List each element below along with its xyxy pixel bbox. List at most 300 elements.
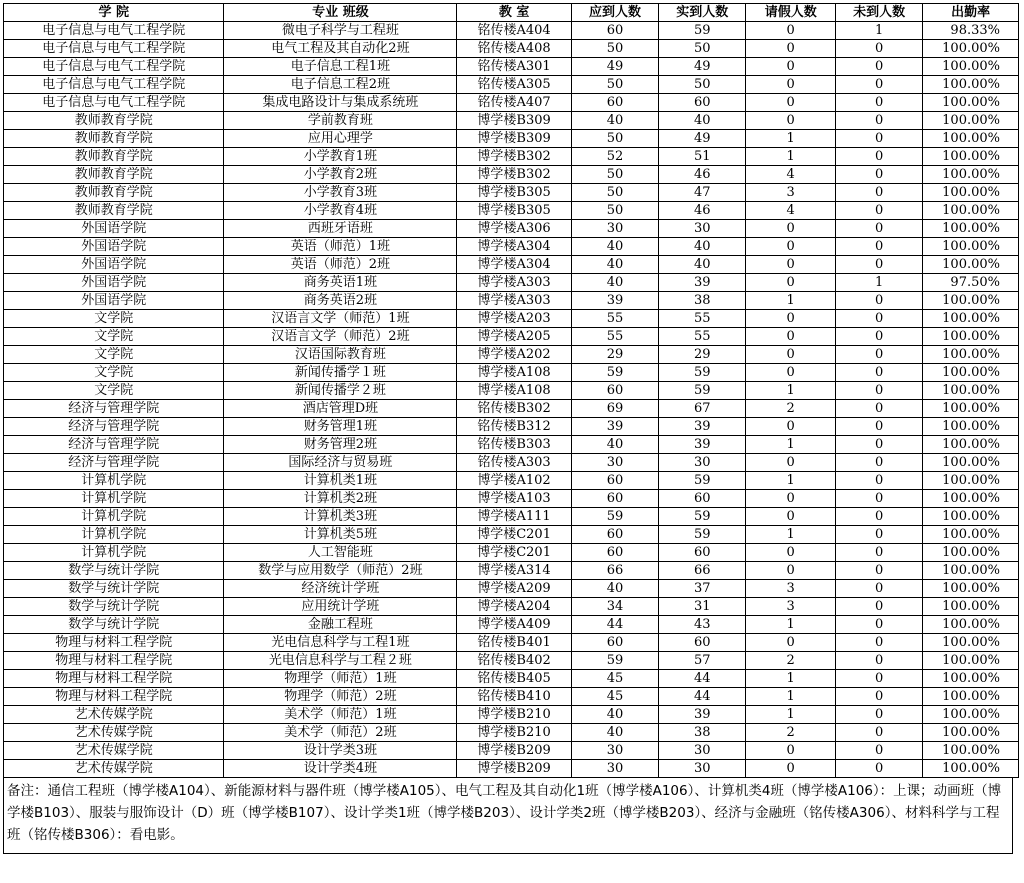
expected-cell: 60 [571,634,658,652]
expected-cell: 30 [571,742,658,760]
classroom-cell: 博学楼B309 [457,130,571,148]
table-row [4,562,1019,580]
leave-cell: 0 [746,742,835,760]
absent-cell: 0 [835,364,922,382]
classroom-cell: 博学楼B309 [457,112,571,130]
expected-cell: 60 [571,94,658,112]
leave-cell: 0 [746,634,835,652]
table-row [4,292,1019,310]
major-class-cell: 国际经济与贸易班 [224,454,457,472]
leave-cell: 0 [746,310,835,328]
rate-cell: 100.00% [923,220,1019,238]
major-class-cell: 商务英语1班 [224,274,457,292]
absent-cell: 0 [835,148,922,166]
absent-cell: 0 [835,310,922,328]
college-cell: 物理与材料工程学院 [4,634,224,652]
expected-cell: 40 [571,112,658,130]
major-class-cell: 英语（师范）1班 [224,238,457,256]
expected-cell: 30 [571,454,658,472]
leave-cell: 1 [746,526,835,544]
rate-cell: 100.00% [923,706,1019,724]
present-cell: 67 [659,400,746,418]
absent-cell: 1 [835,22,922,40]
header-expected: 应到人数 [571,4,658,22]
absent-cell: 0 [835,688,922,706]
leave-cell: 3 [746,598,835,616]
classroom-cell: 铭传楼A303 [457,454,571,472]
rate-cell: 100.00% [923,724,1019,742]
rate-cell: 100.00% [923,238,1019,256]
absent-cell: 0 [835,76,922,94]
major-class-cell: 物理学（师范）2班 [224,688,457,706]
classroom-cell: 博学楼B209 [457,742,571,760]
absent-cell: 0 [835,760,922,778]
absent-cell: 0 [835,58,922,76]
leave-cell: 1 [746,688,835,706]
college-cell: 外国语学院 [4,238,224,256]
table-row [4,634,1019,652]
classroom-cell: 铭传楼B401 [457,634,571,652]
classroom-cell: 博学楼A409 [457,616,571,634]
present-cell: 51 [659,148,746,166]
college-cell: 文学院 [4,310,224,328]
classroom-cell: 博学楼A103 [457,490,571,508]
table-row [4,58,1019,76]
table-row [4,544,1019,562]
absent-cell: 0 [835,544,922,562]
rate-cell: 100.00% [923,454,1019,472]
expected-cell: 40 [571,256,658,274]
absent-cell: 0 [835,400,922,418]
college-cell: 文学院 [4,382,224,400]
table-row [4,688,1019,706]
present-cell: 47 [659,184,746,202]
leave-cell: 2 [746,652,835,670]
table-row [4,256,1019,274]
absent-cell: 0 [835,634,922,652]
absent-cell: 0 [835,472,922,490]
table-row [4,526,1019,544]
classroom-cell: 铭传楼A305 [457,76,571,94]
leave-cell: 3 [746,184,835,202]
table-row [4,490,1019,508]
rate-cell: 100.00% [923,562,1019,580]
leave-cell: 0 [746,112,835,130]
major-class-cell: 计算机类3班 [224,508,457,526]
major-class-cell: 小学教育1班 [224,148,457,166]
college-cell: 物理与材料工程学院 [4,652,224,670]
present-cell: 59 [659,526,746,544]
rate-cell: 100.00% [923,508,1019,526]
present-cell: 60 [659,490,746,508]
rate-cell: 100.00% [923,94,1019,112]
leave-cell: 0 [746,364,835,382]
college-cell: 教师教育学院 [4,202,224,220]
absent-cell: 0 [835,652,922,670]
major-class-cell: 电子信息工程2班 [224,76,457,94]
present-cell: 59 [659,472,746,490]
expected-cell: 40 [571,274,658,292]
present-cell: 40 [659,112,746,130]
leave-cell: 1 [746,436,835,454]
expected-cell: 45 [571,688,658,706]
header-present: 实到人数 [659,4,746,22]
expected-cell: 40 [571,580,658,598]
expected-cell: 60 [571,490,658,508]
rate-cell: 100.00% [923,58,1019,76]
absent-cell: 0 [835,292,922,310]
college-cell: 物理与材料工程学院 [4,670,224,688]
classroom-cell: 博学楼A204 [457,598,571,616]
table-row [4,724,1019,742]
major-class-cell: 应用统计学班 [224,598,457,616]
classroom-cell: 铭传楼B302 [457,400,571,418]
major-class-cell: 设计学类3班 [224,742,457,760]
college-cell: 经济与管理学院 [4,400,224,418]
college-cell: 经济与管理学院 [4,418,224,436]
classroom-cell: 铭传楼B312 [457,418,571,436]
college-cell: 数学与统计学院 [4,598,224,616]
expected-cell: 50 [571,130,658,148]
classroom-cell: 铭传楼B410 [457,688,571,706]
major-class-cell: 计算机类5班 [224,526,457,544]
expected-cell: 50 [571,166,658,184]
rate-cell: 100.00% [923,634,1019,652]
major-class-cell: 数学与应用数学（师范）2班 [224,562,457,580]
leave-cell: 1 [746,148,835,166]
table-row [4,202,1019,220]
college-cell: 教师教育学院 [4,184,224,202]
present-cell: 50 [659,76,746,94]
major-class-cell: 人工智能班 [224,544,457,562]
major-class-cell: 小学教育3班 [224,184,457,202]
major-class-cell: 新闻传播学２班 [224,382,457,400]
absent-cell: 0 [835,256,922,274]
leave-cell: 0 [746,274,835,292]
table-row [4,274,1019,292]
present-cell: 59 [659,364,746,382]
table-row [4,22,1019,40]
absent-cell: 0 [835,724,922,742]
absent-cell: 0 [835,490,922,508]
leave-cell: 0 [746,454,835,472]
table-row [4,760,1019,778]
absent-cell: 0 [835,706,922,724]
major-class-cell: 小学教育4班 [224,202,457,220]
expected-cell: 60 [571,544,658,562]
college-cell: 经济与管理学院 [4,454,224,472]
rate-cell: 100.00% [923,436,1019,454]
rate-cell: 100.00% [923,112,1019,130]
leave-cell: 0 [746,58,835,76]
college-cell: 文学院 [4,328,224,346]
rate-cell: 100.00% [923,130,1019,148]
classroom-cell: 博学楼A304 [457,238,571,256]
major-class-cell: 物理学（师范）1班 [224,670,457,688]
table-row [4,166,1019,184]
absent-cell: 0 [835,130,922,148]
major-class-cell: 微电子科学与工程班 [224,22,457,40]
college-cell: 外国语学院 [4,220,224,238]
table-row [4,112,1019,130]
expected-cell: 45 [571,670,658,688]
header-college: 学 院 [4,4,224,22]
classroom-cell: 博学楼C201 [457,526,571,544]
table-row [4,148,1019,166]
major-class-cell: 计算机类1班 [224,472,457,490]
absent-cell: 0 [835,670,922,688]
leave-cell: 0 [746,328,835,346]
major-class-cell: 汉语言文学（师范）1班 [224,310,457,328]
expected-cell: 34 [571,598,658,616]
college-cell: 计算机学院 [4,544,224,562]
college-cell: 艺术传媒学院 [4,706,224,724]
present-cell: 59 [659,382,746,400]
table-row [4,130,1019,148]
expected-cell: 50 [571,202,658,220]
classroom-cell: 博学楼A203 [457,310,571,328]
college-cell: 经济与管理学院 [4,436,224,454]
table-row [4,328,1019,346]
college-cell: 教师教育学院 [4,130,224,148]
absent-cell: 1 [835,274,922,292]
present-cell: 30 [659,454,746,472]
major-class-cell: 西班牙语班 [224,220,457,238]
present-cell: 59 [659,508,746,526]
expected-cell: 40 [571,706,658,724]
table-row [4,616,1019,634]
classroom-cell: 博学楼C201 [457,544,571,562]
college-cell: 电子信息与电气工程学院 [4,22,224,40]
present-cell: 29 [659,346,746,364]
college-cell: 艺术传媒学院 [4,760,224,778]
present-cell: 60 [659,544,746,562]
rate-cell: 100.00% [923,580,1019,598]
major-class-cell: 酒店管理D班 [224,400,457,418]
college-cell: 数学与统计学院 [4,562,224,580]
classroom-cell: 博学楼B305 [457,184,571,202]
college-cell: 外国语学院 [4,256,224,274]
rate-cell: 100.00% [923,760,1019,778]
table-row [4,76,1019,94]
rate-cell: 100.00% [923,292,1019,310]
rate-cell: 100.00% [923,148,1019,166]
leave-cell: 0 [746,490,835,508]
rate-cell: 100.00% [923,364,1019,382]
present-cell: 60 [659,94,746,112]
major-class-cell: 金融工程班 [224,616,457,634]
present-cell: 49 [659,58,746,76]
table-row [4,400,1019,418]
college-cell: 艺术传媒学院 [4,724,224,742]
expected-cell: 66 [571,562,658,580]
classroom-cell: 铭传楼A404 [457,22,571,40]
rate-cell: 100.00% [923,400,1019,418]
header-major-class: 专业 班级 [224,4,457,22]
leave-cell: 2 [746,400,835,418]
table-row [4,436,1019,454]
present-cell: 44 [659,670,746,688]
expected-cell: 39 [571,292,658,310]
college-cell: 外国语学院 [4,274,224,292]
attendance-sheet [3,3,1019,854]
present-cell: 39 [659,436,746,454]
present-cell: 40 [659,238,746,256]
expected-cell: 44 [571,616,658,634]
present-cell: 31 [659,598,746,616]
leave-cell: 1 [746,706,835,724]
leave-cell: 1 [746,292,835,310]
major-class-cell: 美术学（师范）1班 [224,706,457,724]
classroom-cell: 铭传楼B303 [457,436,571,454]
rate-cell: 100.00% [923,472,1019,490]
absent-cell: 0 [835,40,922,58]
classroom-cell: 铭传楼A301 [457,58,571,76]
header-row [4,4,1019,22]
rate-cell: 100.00% [923,670,1019,688]
table-row [4,454,1019,472]
leave-cell: 0 [746,238,835,256]
absent-cell: 0 [835,562,922,580]
absent-cell: 0 [835,580,922,598]
absent-cell: 0 [835,220,922,238]
rate-cell: 100.00% [923,688,1019,706]
absent-cell: 0 [835,112,922,130]
header-rate: 出勤率 [923,4,1019,22]
expected-cell: 69 [571,400,658,418]
college-cell: 计算机学院 [4,490,224,508]
leave-cell: 0 [746,22,835,40]
expected-cell: 40 [571,238,658,256]
classroom-cell: 博学楼A205 [457,328,571,346]
table-row [4,418,1019,436]
table-row [4,652,1019,670]
college-cell: 计算机学院 [4,526,224,544]
present-cell: 30 [659,760,746,778]
rate-cell: 100.00% [923,202,1019,220]
table-row [4,364,1019,382]
leave-cell: 0 [746,418,835,436]
classroom-cell: 博学楼A314 [457,562,571,580]
college-cell: 文学院 [4,364,224,382]
present-cell: 40 [659,256,746,274]
present-cell: 59 [659,22,746,40]
expected-cell: 59 [571,508,658,526]
major-class-cell: 应用心理学 [224,130,457,148]
present-cell: 46 [659,202,746,220]
absent-cell: 0 [835,454,922,472]
leave-cell: 0 [746,256,835,274]
leave-cell: 1 [746,382,835,400]
major-class-cell: 集成电路设计与集成系统班 [224,94,457,112]
leave-cell: 4 [746,202,835,220]
expected-cell: 49 [571,58,658,76]
present-cell: 46 [659,166,746,184]
expected-cell: 52 [571,148,658,166]
leave-cell: 0 [746,76,835,94]
classroom-cell: 博学楼B210 [457,724,571,742]
major-class-cell: 英语（师范）2班 [224,256,457,274]
expected-cell: 55 [571,328,658,346]
college-cell: 艺术传媒学院 [4,742,224,760]
header-leave: 请假人数 [746,4,835,22]
leave-cell: 0 [746,760,835,778]
table-row [4,184,1019,202]
major-class-cell: 学前教育班 [224,112,457,130]
present-cell: 50 [659,40,746,58]
expected-cell: 30 [571,220,658,238]
major-class-cell: 计算机类2班 [224,490,457,508]
classroom-cell: 博学楼A108 [457,364,571,382]
expected-cell: 59 [571,652,658,670]
table-row [4,346,1019,364]
leave-cell: 0 [746,508,835,526]
major-class-cell: 美术学（师范）2班 [224,724,457,742]
expected-cell: 50 [571,40,658,58]
expected-cell: 60 [571,382,658,400]
major-class-cell: 经济统计学班 [224,580,457,598]
present-cell: 38 [659,724,746,742]
major-class-cell: 财务管理1班 [224,418,457,436]
classroom-cell: 博学楼A202 [457,346,571,364]
major-class-cell: 光电信息科学与工程1班 [224,634,457,652]
present-cell: 37 [659,580,746,598]
expected-cell: 60 [571,22,658,40]
absent-cell: 0 [835,166,922,184]
present-cell: 57 [659,652,746,670]
classroom-cell: 博学楼A303 [457,292,571,310]
major-class-cell: 汉语言文学（师范）2班 [224,328,457,346]
absent-cell: 0 [835,382,922,400]
rate-cell: 100.00% [923,310,1019,328]
college-cell: 电子信息与电气工程学院 [4,94,224,112]
remarks-note: 备注：通信工程班（博学楼A104）、新能源材料与器件班（博学楼A105）、电气工程及其自动化1班（博学楼A106）、计算机类4班（博学楼A106）：上课；动画班（博学楼B103）、服装与服饰设计（D）班（博学楼B107）、设计学类1班（博学楼B203）、设计学类2班（博学楼B203）、经济与金融班（铭传楼A306）、材料科学与工程班（铭传楼B306）：看电影。 [3,778,1013,854]
leave-cell: 3 [746,580,835,598]
rate-cell: 100.00% [923,76,1019,94]
leave-cell: 4 [746,166,835,184]
rate-cell: 100.00% [923,544,1019,562]
leave-cell: 0 [746,40,835,58]
classroom-cell: 博学楼A306 [457,220,571,238]
rate-cell: 100.00% [923,256,1019,274]
leave-cell: 1 [746,670,835,688]
expected-cell: 40 [571,436,658,454]
expected-cell: 59 [571,364,658,382]
expected-cell: 60 [571,472,658,490]
table-row [4,220,1019,238]
present-cell: 55 [659,310,746,328]
college-cell: 数学与统计学院 [4,616,224,634]
expected-cell: 39 [571,418,658,436]
classroom-cell: 铭传楼A407 [457,94,571,112]
rate-cell: 97.50% [923,274,1019,292]
expected-cell: 50 [571,184,658,202]
rate-cell: 100.00% [923,616,1019,634]
classroom-cell: 博学楼A111 [457,508,571,526]
absent-cell: 0 [835,346,922,364]
table-row [4,238,1019,256]
college-cell: 计算机学院 [4,508,224,526]
expected-cell: 55 [571,310,658,328]
present-cell: 49 [659,130,746,148]
rate-cell: 100.00% [923,418,1019,436]
header-classroom: 教 室 [457,4,571,22]
table-row [4,94,1019,112]
leave-cell: 0 [746,544,835,562]
classroom-cell: 博学楼A304 [457,256,571,274]
classroom-cell: 博学楼B210 [457,706,571,724]
leave-cell: 2 [746,724,835,742]
